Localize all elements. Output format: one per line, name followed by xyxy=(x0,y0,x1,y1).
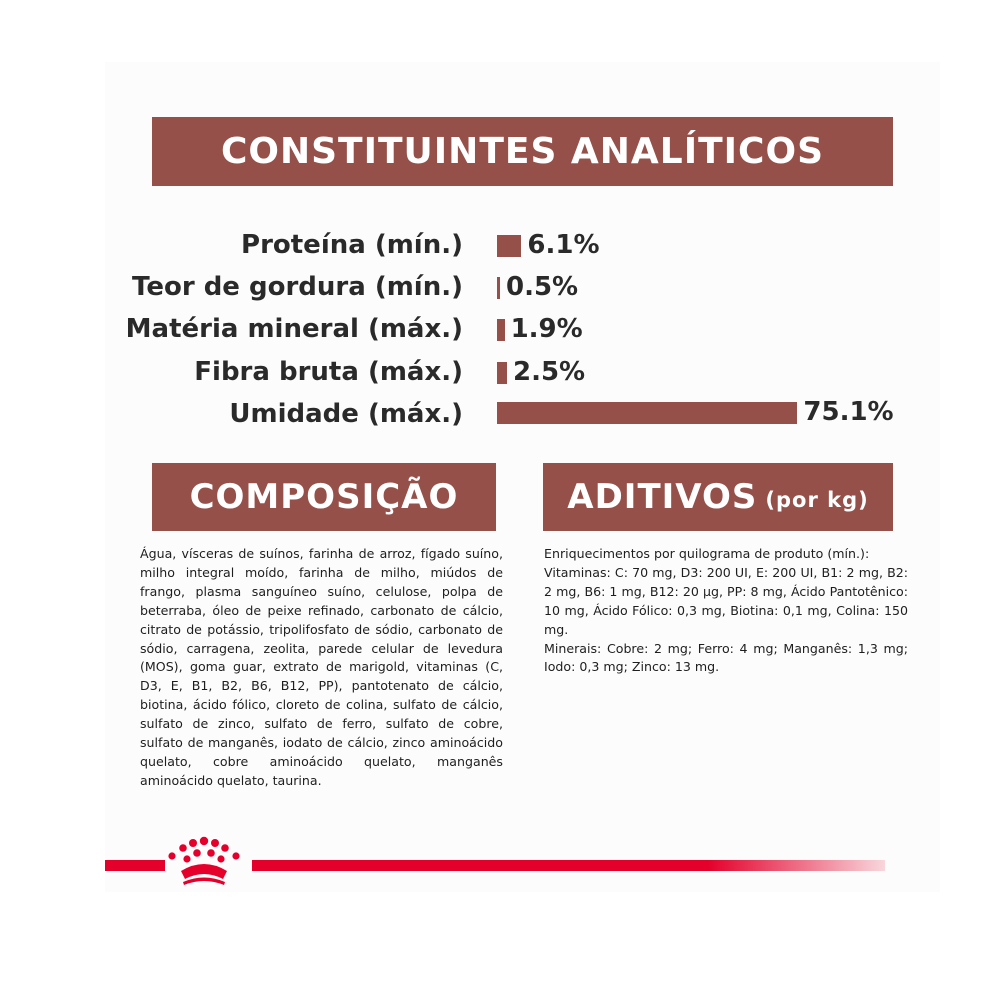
aditivos-vitaminas: Vitaminas: C: 70 mg, D3: 200 UI, E: 200 UI, B1: 2 mg, B2: 2 mg, B6: 1 mg, B12: 20 µg, PP: 8 mg, Ácido Pantotênico: 10 mg, Ácido Fólico: 0,3 mg, Biotina: 0,1 mg, Colina: 150 mg. xyxy=(544,564,908,637)
constituintes-banner xyxy=(152,117,893,186)
aditivos-title: ADITIVOS xyxy=(567,477,758,517)
crown-icon xyxy=(163,835,245,887)
constituent-bar xyxy=(497,235,521,257)
constituent-value: 75.1% xyxy=(803,397,894,427)
constituent-bar xyxy=(497,319,505,341)
composicao-title: COMPOSIÇÃO xyxy=(189,477,459,517)
constituent-label: Matéria mineral (máx.) xyxy=(125,314,463,344)
constituent-label: Proteína (mín.) xyxy=(241,230,463,260)
composicao-banner xyxy=(152,463,496,531)
footer-line-left xyxy=(105,860,165,871)
constituent-value: 6.1% xyxy=(527,230,600,260)
constituent-label: Umidade (máx.) xyxy=(229,399,463,429)
aditivos-minerais: Minerais: Cobre: 2 mg; Ferro: 4 mg; Manganês: 1,3 mg; Iodo: 0,3 mg; Zinco: 13 mg. xyxy=(544,640,908,675)
aditivos-text xyxy=(544,545,908,677)
constituent-value: 0.5% xyxy=(506,272,579,302)
aditivos-banner xyxy=(543,463,893,531)
constituent-label: Fibra bruta (máx.) xyxy=(194,357,463,387)
constituent-label: Teor de gordura (mín.) xyxy=(132,272,463,302)
footer-line-right xyxy=(252,860,885,871)
constituent-bar xyxy=(497,402,797,424)
constituent-bar xyxy=(497,277,500,299)
constituent-value: 2.5% xyxy=(513,357,586,387)
constituintes-title: CONSTITUINTES ANALÍTICOS xyxy=(220,131,825,172)
aditivos-intro: Enriquecimentos por quilograma de produto (mín.): xyxy=(544,546,870,561)
composicao-text: Água, vísceras de suínos, farinha de arroz, fígado suíno, milho integral moído, farinha de milho, miúdos de frango, plasma sanguíneo suíno, celulose, polpa de beterraba, óleo de peixe refinado, carbonato de cálcio, citrato de potássio, tripolifosfato de sódio, carbonato de sódio, carragena, zeolita, parede celular de levedura (MOS), goma guar, extrato de marigold, vitaminas (C, D3, E, B1, B2, B6, B12, PP), pantotenato de cálcio, biotina, ácido fólico, cloreto de colina, sulfato de cálcio, sulfato de zinco, sulfato de ferro, sulfato de cobre, sulfato de manganês, iodato de cálcio, zinco aminoácido quelato, cobre aminoácido quelato, manganês aminoácido quelato, taurina. xyxy=(140,546,503,788)
constituent-value: 1.9% xyxy=(510,314,583,344)
aditivos-title-suffix: (por kg) xyxy=(765,488,869,512)
constituent-bar xyxy=(497,362,507,384)
